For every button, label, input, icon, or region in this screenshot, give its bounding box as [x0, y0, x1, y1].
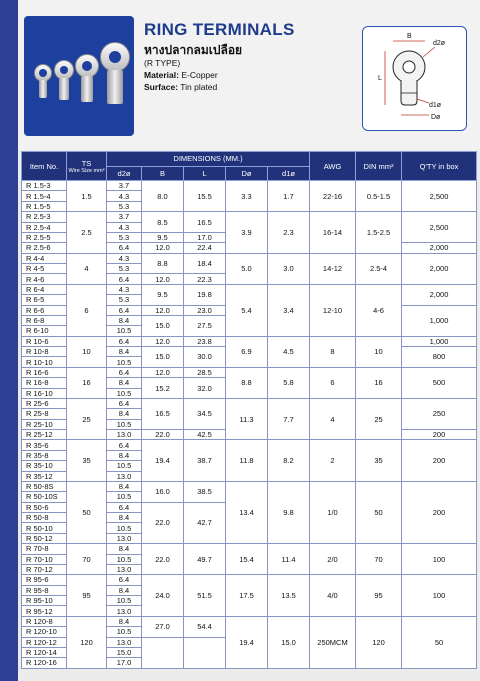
cell-d2: 10.5 — [107, 492, 142, 502]
cell-d: 5.4 — [226, 284, 268, 336]
cell-din: 4-6 — [356, 284, 402, 336]
cell-d2: 8.4 — [107, 544, 142, 554]
left-stripe — [0, 0, 18, 681]
cell-awg: 4 — [310, 398, 356, 440]
cell-item: R 35-8 — [22, 450, 67, 460]
spec-table-body — [22, 181, 477, 669]
cell-d2: 8.4 — [107, 347, 142, 357]
table-row — [22, 253, 477, 263]
cell-qty: 50 — [402, 616, 477, 668]
cell-item: R 10-8 — [22, 347, 67, 357]
cell-b: 27.0 — [142, 616, 184, 637]
cell-d2: 10.5 — [107, 388, 142, 398]
cell-d1: 8.2 — [268, 440, 310, 482]
cell-item: R 120-14 — [22, 647, 67, 657]
diagram-label-d: Dø — [431, 114, 441, 121]
cell-ts: 4 — [67, 253, 107, 284]
cell-din: 50 — [356, 481, 402, 543]
cell-b: 8.8 — [142, 253, 184, 274]
cell-d2: 10.5 — [107, 326, 142, 336]
header-d1: d1ø — [268, 166, 310, 181]
cell-item: R 120-8 — [22, 616, 67, 626]
cell-b: 22.0 — [142, 502, 184, 544]
cell-l: 16.5 — [184, 212, 226, 233]
cell-awg: 14-12 — [310, 253, 356, 284]
surface-line: Surface: Tin plated — [144, 82, 218, 92]
cell-item: R 1.5-3 — [22, 181, 67, 191]
cell-qty: 1,000 — [402, 336, 477, 346]
cell-item: R 6-8 — [22, 315, 67, 325]
cell-din: 25 — [356, 398, 402, 440]
header-b: B — [142, 166, 184, 181]
cell-d2: 10.5 — [107, 461, 142, 471]
cell-awg: 2 — [310, 440, 356, 482]
cell-l: 15.5 — [184, 181, 226, 212]
cell-qty: 100 — [402, 544, 477, 575]
cell-d2: 3.7 — [107, 181, 142, 191]
cell-l — [184, 637, 226, 668]
cell-item: R 50-12 — [22, 533, 67, 543]
thai-title: หางปลากลมเปลือย — [144, 43, 243, 57]
cell-qty: 500 — [402, 367, 477, 398]
cell-item: R 35-10 — [22, 461, 67, 471]
cell-l: 22.3 — [184, 274, 226, 284]
cell-item: R 95-10 — [22, 596, 67, 606]
cell-b: 15.2 — [142, 378, 184, 399]
cell-d2: 8.4 — [107, 315, 142, 325]
cell-item: R 16-10 — [22, 388, 67, 398]
cell-l: 49.7 — [184, 544, 226, 575]
cell-d2: 3.7 — [107, 212, 142, 222]
cell-ts: 16 — [67, 367, 107, 398]
cell-d2: 13.0 — [107, 606, 142, 616]
cell-b: 12.0 — [142, 243, 184, 253]
cell-awg: 22-16 — [310, 181, 356, 212]
cell-b: 24.0 — [142, 575, 184, 617]
cell-din: 2.5-4 — [356, 253, 402, 284]
header-awg: AWG — [310, 152, 356, 181]
cell-d2: 5.3 — [107, 232, 142, 242]
cell-d1: 13.5 — [268, 575, 310, 617]
cell-l: 30.0 — [184, 347, 226, 368]
cell-b: 9.5 — [142, 232, 184, 242]
cell-d2: 6.4 — [107, 398, 142, 408]
cell-l: 32.0 — [184, 378, 226, 399]
cell-item: R 120-12 — [22, 637, 67, 647]
cell-item: R 25-6 — [22, 398, 67, 408]
product-photo — [24, 16, 134, 136]
cell-d2: 13.0 — [107, 637, 142, 647]
cell-item: R 50-10 — [22, 523, 67, 533]
cell-d: 11.3 — [226, 398, 268, 440]
cell-d2: 6.4 — [107, 274, 142, 284]
cell-l: 38.7 — [184, 440, 226, 482]
cell-d2: 8.4 — [107, 378, 142, 388]
cell-l: 17.0 — [184, 232, 226, 242]
diagram-label-d1: d1ø — [429, 102, 442, 109]
cell-item: R 25-8 — [22, 409, 67, 419]
cell-d2: 6.4 — [107, 305, 142, 315]
cell-d2: 8.4 — [107, 513, 142, 523]
cell-qty: 800 — [402, 347, 477, 368]
cell-l: 23.8 — [184, 336, 226, 346]
cell-l: 19.8 — [184, 284, 226, 305]
cell-d2: 6.4 — [107, 243, 142, 253]
cell-l: 38.5 — [184, 481, 226, 502]
table-row — [22, 284, 477, 294]
cell-ts: 50 — [67, 481, 107, 543]
cell-l: 22.4 — [184, 243, 226, 253]
cell-d2: 4.3 — [107, 191, 142, 201]
diagram-label-b: B — [407, 33, 412, 40]
cell-item: R 1.5-4 — [22, 191, 67, 201]
cell-d1: 9.8 — [268, 481, 310, 543]
cell-qty: 2,500 — [402, 181, 477, 212]
cell-d2: 6.4 — [107, 575, 142, 585]
table-row — [22, 336, 477, 346]
cell-qty: 100 — [402, 575, 477, 617]
cell-b: 8.0 — [142, 181, 184, 212]
cell-d: 13.4 — [226, 481, 268, 543]
cell-item: R 6-10 — [22, 326, 67, 336]
cell-d1: 1.7 — [268, 181, 310, 212]
header-d: Dø — [226, 166, 268, 181]
cell-d2: 13.0 — [107, 533, 142, 543]
cell-d2: 10.5 — [107, 627, 142, 637]
cell-ts: 6 — [67, 284, 107, 336]
cell-l: 18.4 — [184, 253, 226, 274]
cell-d1: 11.4 — [268, 544, 310, 575]
cell-b: 12.0 — [142, 367, 184, 377]
cell-qty: 2,000 — [402, 253, 477, 284]
cell-b: 12.0 — [142, 274, 184, 284]
cell-d: 19.4 — [226, 616, 268, 668]
cell-d2: 6.4 — [107, 502, 142, 512]
cell-l: 42.7 — [184, 502, 226, 544]
cell-b: 22.0 — [142, 430, 184, 440]
cell-din: 0.5-1.5 — [356, 181, 402, 212]
cell-l: 28.5 — [184, 367, 226, 377]
cell-ts: 25 — [67, 398, 107, 440]
cell-b — [142, 637, 184, 668]
cell-item: R 16-6 — [22, 367, 67, 377]
cell-d2: 13.0 — [107, 564, 142, 574]
cell-qty: 200 — [402, 430, 477, 440]
cell-din: 16 — [356, 367, 402, 398]
cell-l: 51.5 — [184, 575, 226, 617]
cell-d1: 15.0 — [268, 616, 310, 668]
cell-b: 15.0 — [142, 315, 184, 336]
cell-item: R 6-6 — [22, 305, 67, 315]
cell-awg: 2/0 — [310, 544, 356, 575]
cell-ts: 1.5 — [67, 181, 107, 212]
cell-d2: 17.0 — [107, 658, 142, 668]
cell-d: 11.8 — [226, 440, 268, 482]
cell-item: R 2.5-4 — [22, 222, 67, 232]
cell-b: 9.5 — [142, 284, 184, 305]
cell-d1: 3.0 — [268, 253, 310, 284]
cell-d1: 2.3 — [268, 212, 310, 254]
cell-qty: 2,500 — [402, 212, 477, 243]
table-row — [22, 212, 477, 222]
cell-b: 15.0 — [142, 347, 184, 368]
cell-d: 17.5 — [226, 575, 268, 617]
cell-item: R 2.5-3 — [22, 212, 67, 222]
cell-d1: 5.8 — [268, 367, 310, 398]
cell-d2: 8.4 — [107, 409, 142, 419]
header-qty: Q'TY in box — [402, 152, 477, 181]
cell-d2: 6.4 — [107, 367, 142, 377]
type-label: (R TYPE) — [144, 58, 181, 68]
header-wire-size: TS Wire Size mm² — [67, 152, 107, 181]
cell-item: R 95-8 — [22, 585, 67, 595]
cell-item: R 95-6 — [22, 575, 67, 585]
cell-item: R 2.5-6 — [22, 243, 67, 253]
diagram-label-l: L — [378, 75, 382, 82]
cell-d1: 4.5 — [268, 336, 310, 367]
cell-l: 27.5 — [184, 315, 226, 336]
cell-awg: 8 — [310, 336, 356, 367]
cell-d2: 4.3 — [107, 284, 142, 294]
cell-d2: 4.3 — [107, 222, 142, 232]
cell-item: R 10-6 — [22, 336, 67, 346]
cell-item: R 120-16 — [22, 658, 67, 668]
cell-din: 95 — [356, 575, 402, 617]
cell-awg: 1/0 — [310, 481, 356, 543]
cell-din: 10 — [356, 336, 402, 367]
cell-qty: 2,000 — [402, 243, 477, 253]
cell-ts: 10 — [67, 336, 107, 367]
cell-din: 1.5-2.5 — [356, 212, 402, 254]
cell-item: R 70-8 — [22, 544, 67, 554]
cell-qty: 250 — [402, 398, 477, 429]
cell-b: 12.0 — [142, 336, 184, 346]
table-row — [22, 616, 477, 626]
cell-ts: 95 — [67, 575, 107, 617]
spec-table — [21, 151, 477, 669]
cell-item: R 120-10 — [22, 627, 67, 637]
cell-din: 120 — [356, 616, 402, 668]
cell-item: R 16-8 — [22, 378, 67, 388]
cell-d2: 10.5 — [107, 523, 142, 533]
cell-item: R 70-12 — [22, 564, 67, 574]
cell-b: 12.0 — [142, 305, 184, 315]
cell-item: R 35-6 — [22, 440, 67, 450]
cell-d2: 8.4 — [107, 585, 142, 595]
cell-d2: 13.0 — [107, 471, 142, 481]
cell-d2: 8.4 — [107, 481, 142, 491]
cell-l: 42.5 — [184, 430, 226, 440]
material-line: Material: E-Copper — [144, 70, 218, 80]
cell-item: R 50-10S — [22, 492, 67, 502]
table-row — [22, 440, 477, 450]
header-dimensions: DIMENSIONS (MM.) — [107, 152, 310, 167]
cell-d: 3.9 — [226, 212, 268, 254]
cell-b: 16.5 — [142, 398, 184, 429]
cell-l: 54.4 — [184, 616, 226, 637]
cell-d2: 10.5 — [107, 357, 142, 367]
cell-item: R 4-6 — [22, 274, 67, 284]
cell-item: R 6-4 — [22, 284, 67, 294]
cell-d2: 5.3 — [107, 295, 142, 305]
cell-item: R 4-4 — [22, 253, 67, 263]
cell-d2: 8.4 — [107, 616, 142, 626]
cell-item: R 25-10 — [22, 419, 67, 429]
table-row — [22, 481, 477, 491]
cell-d2: 10.5 — [107, 554, 142, 564]
cell-d2: 4.3 — [107, 253, 142, 263]
cell-ts: 2.5 — [67, 212, 107, 254]
cell-awg: 12-10 — [310, 284, 356, 336]
cell-qty: 2,000 — [402, 284, 477, 305]
table-row — [22, 367, 477, 377]
header-l: L — [184, 166, 226, 181]
page-title: RING TERMINALS — [144, 20, 295, 39]
cell-qty: 200 — [402, 481, 477, 543]
header-din: DIN mm² — [356, 152, 402, 181]
cell-item: R 10-10 — [22, 357, 67, 367]
cell-d1: 3.4 — [268, 284, 310, 336]
cell-item: R 50-8 — [22, 513, 67, 523]
cell-d: 3.3 — [226, 181, 268, 212]
header-item-no: Item No. — [22, 152, 67, 181]
cell-awg: 6 — [310, 367, 356, 398]
cell-d: 5.0 — [226, 253, 268, 284]
dimension-diagram — [362, 26, 467, 131]
cell-d2: 6.4 — [107, 440, 142, 450]
cell-d2: 6.4 — [107, 336, 142, 346]
cell-item: R 4-5 — [22, 264, 67, 274]
table-row — [22, 181, 477, 191]
cell-ts: 120 — [67, 616, 107, 668]
table-row — [22, 544, 477, 554]
cell-item: R 50-6 — [22, 502, 67, 512]
cell-b: 22.0 — [142, 544, 184, 575]
cell-l: 34.5 — [184, 398, 226, 429]
cell-item: R 25-12 — [22, 430, 67, 440]
spec-table-wrapper — [21, 151, 476, 669]
cell-awg: 16-14 — [310, 212, 356, 254]
cell-d: 8.8 — [226, 367, 268, 398]
cell-d2: 10.5 — [107, 596, 142, 606]
table-row — [22, 398, 477, 408]
cell-b: 16.0 — [142, 481, 184, 502]
cell-d2: 8.4 — [107, 450, 142, 460]
cell-d2: 13.0 — [107, 430, 142, 440]
cell-item: R 2.5-5 — [22, 232, 67, 242]
cell-d: 15.4 — [226, 544, 268, 575]
cell-b: 8.5 — [142, 212, 184, 233]
cell-l: 23.0 — [184, 305, 226, 315]
cell-qty: 1,000 — [402, 305, 477, 336]
diagram-label-d2: d2ø — [433, 40, 446, 47]
cell-awg: 250MCM — [310, 616, 356, 668]
cell-d2: 5.3 — [107, 201, 142, 211]
cell-d: 6.9 — [226, 336, 268, 367]
cell-ts: 70 — [67, 544, 107, 575]
cell-din: 35 — [356, 440, 402, 482]
cell-item: R 1.5-5 — [22, 201, 67, 211]
header-d2: d2ø — [107, 166, 142, 181]
table-row — [22, 575, 477, 585]
cell-awg: 4/0 — [310, 575, 356, 617]
cell-ts: 35 — [67, 440, 107, 482]
cell-item: R 50-8S — [22, 481, 67, 491]
cell-d2: 10.5 — [107, 419, 142, 429]
cell-d1: 7.7 — [268, 398, 310, 440]
cell-din: 70 — [356, 544, 402, 575]
ring-terminal-drawing — [363, 27, 465, 129]
cell-item: R 95-12 — [22, 606, 67, 616]
cell-qty: 200 — [402, 440, 477, 482]
cell-d2: 15.0 — [107, 647, 142, 657]
cell-b: 19.4 — [142, 440, 184, 482]
cell-item: R 35-12 — [22, 471, 67, 481]
cell-d2: 5.3 — [107, 264, 142, 274]
cell-item: R 6-5 — [22, 295, 67, 305]
cell-item: R 70-10 — [22, 554, 67, 564]
